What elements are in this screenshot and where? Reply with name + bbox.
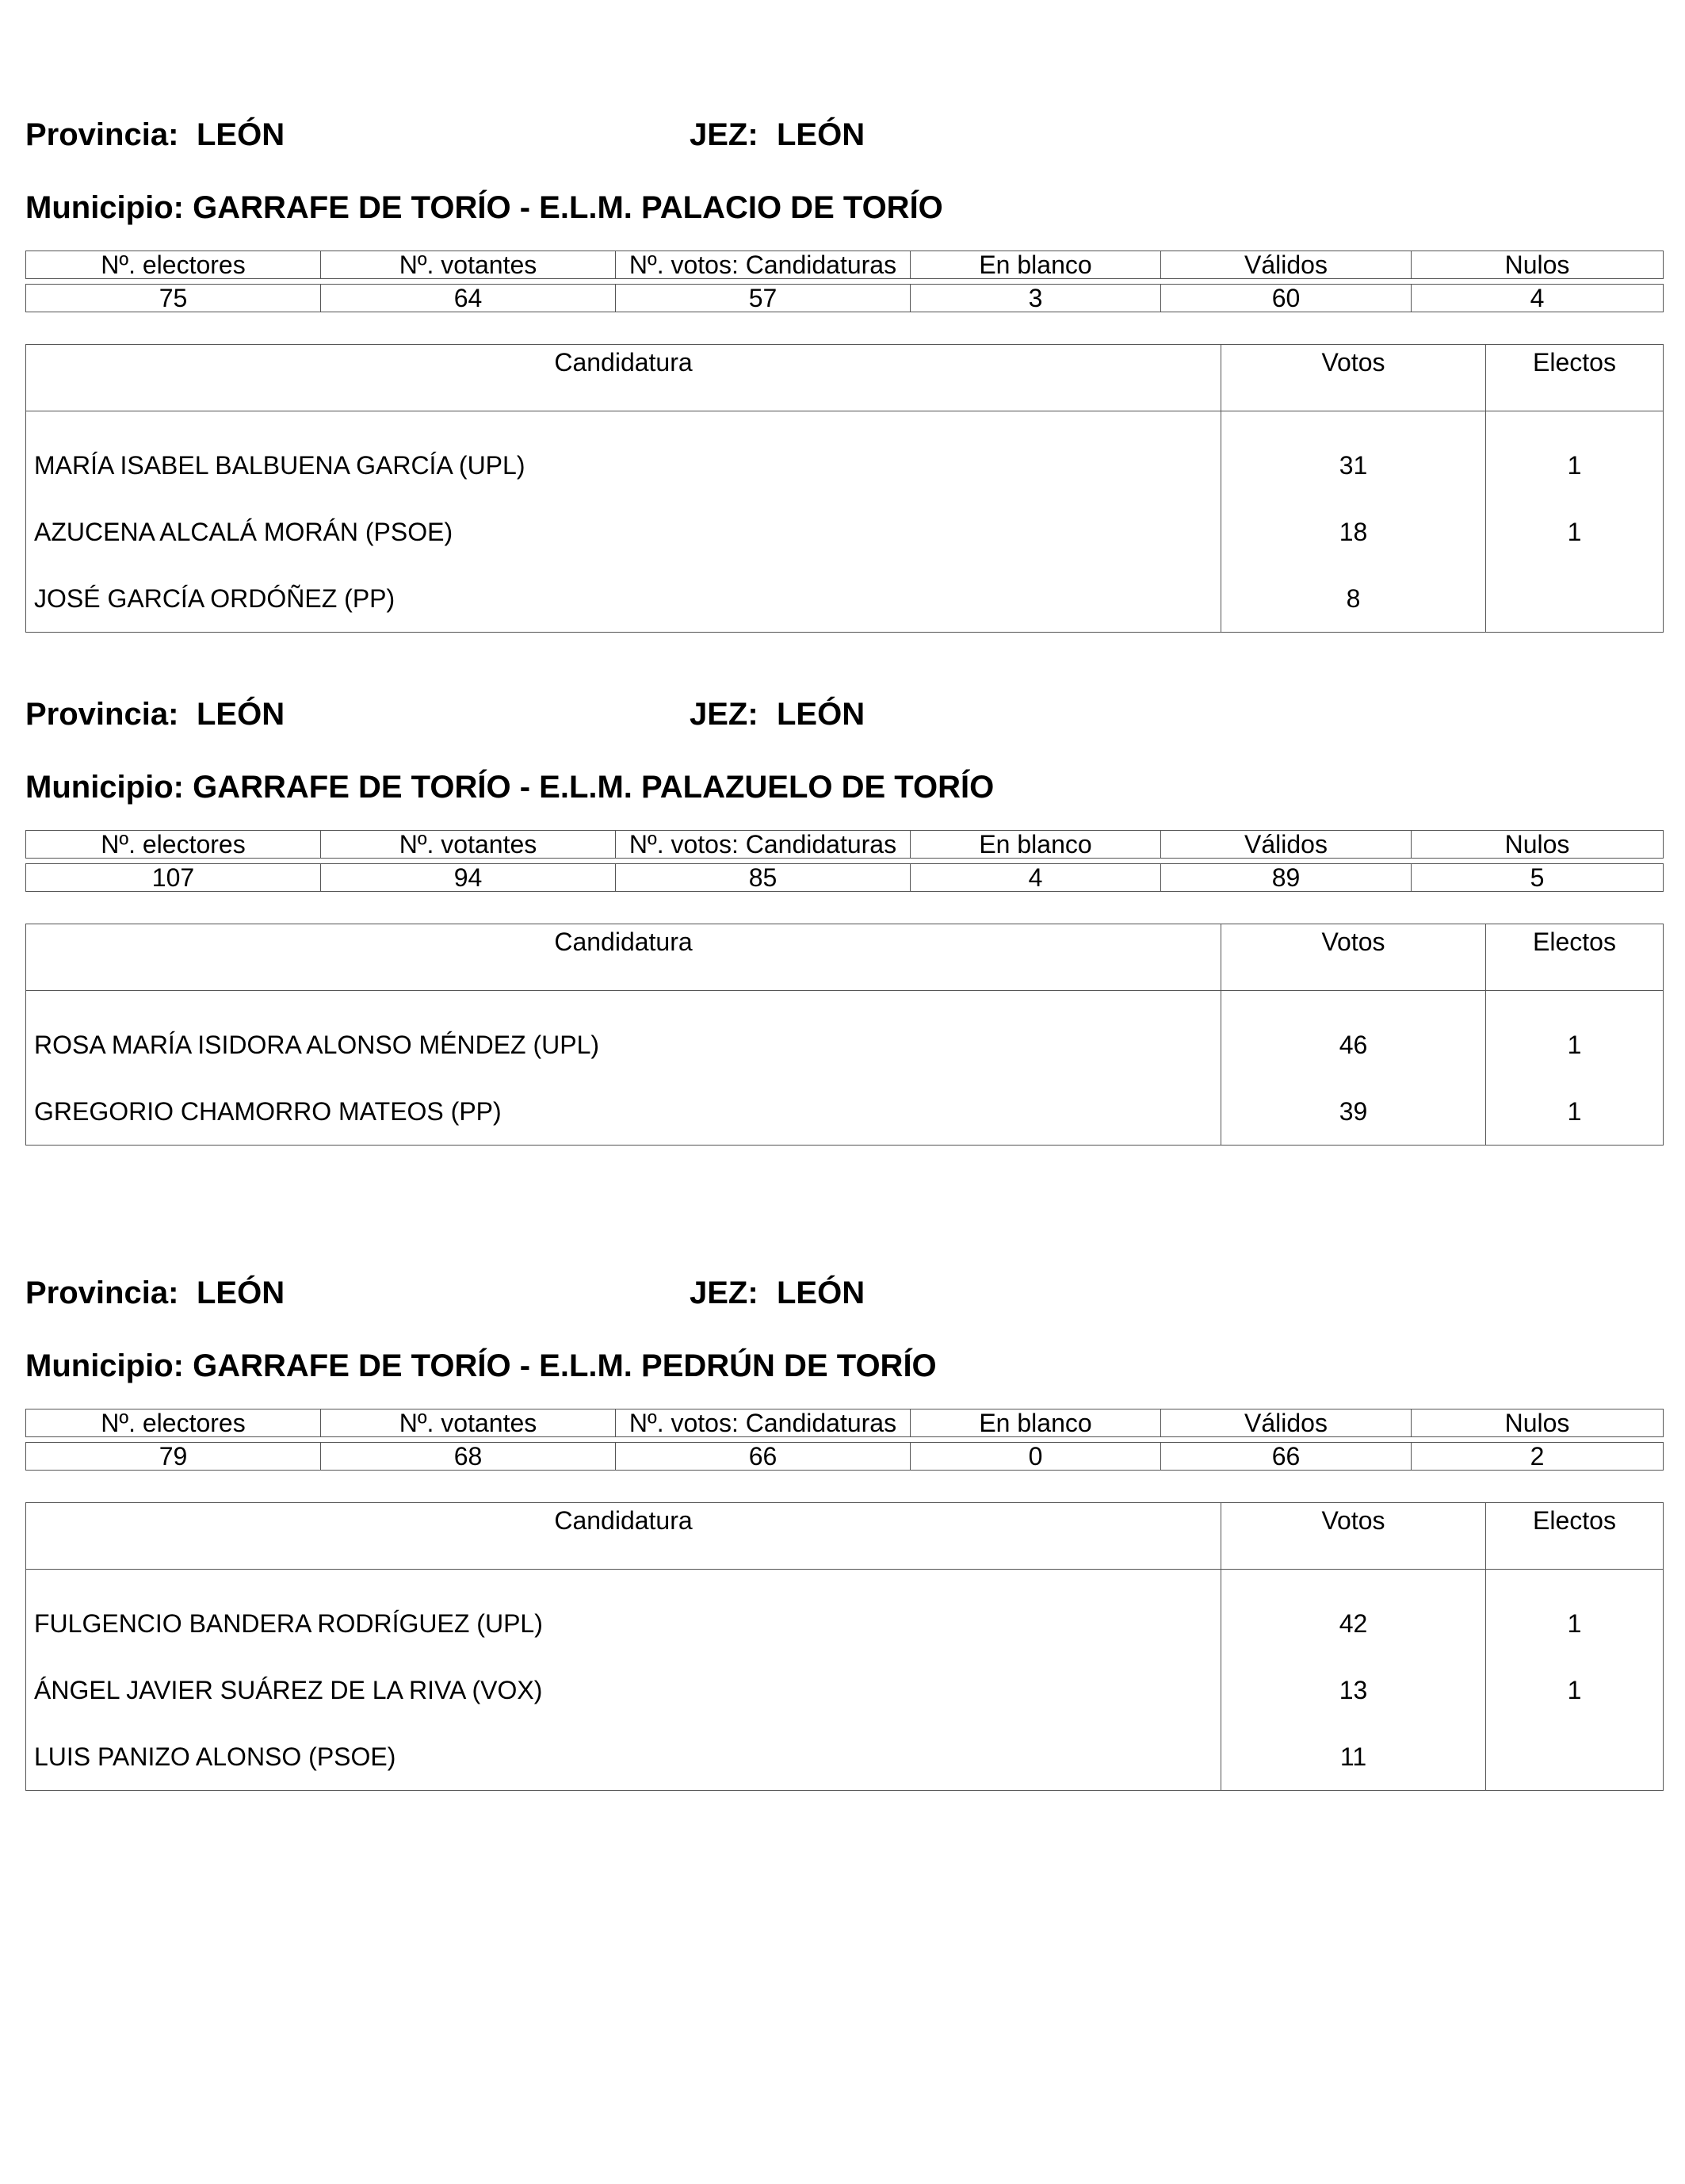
candidate-row [26,411,1664,499]
municipio-value: GARRAFE DE TORÍO - E.L.M. PALACIO DE TORÍO [193,190,943,225]
candidate-name: AZUCENA ALCALÁ MORÁN (PSOE) [26,499,1221,565]
header-votos: Votos [1221,1503,1486,1570]
stats-table [25,830,1664,892]
candidate-row [26,1078,1664,1146]
candidate-row [26,991,1664,1079]
header-electos: Electos [1486,1503,1664,1570]
provincia-line [25,114,1663,155]
candidates-header-row [26,924,1664,991]
municipio-label: Municipio: [25,1348,184,1383]
municipio-label: Municipio: [25,190,184,225]
provincia-value: LEÓN [197,697,285,732]
header-candidatura: Candidatura [26,924,1221,991]
candidate-row [26,1657,1664,1723]
jez-value: LEÓN [777,697,865,732]
candidate-electos: 1 [1486,1657,1664,1723]
stats-header-votantes: Nº. votantes [321,251,616,279]
candidates-table [25,344,1664,633]
stats-header-votos-candidaturas: Nº. votos: Candidaturas [616,831,911,859]
stats-value-votantes: 68 [321,1443,616,1471]
candidate-name: ÁNGEL JAVIER SUÁREZ DE LA RIVA (VOX) [26,1657,1221,1723]
header-electos: Electos [1486,924,1664,991]
municipio-value: GARRAFE DE TORÍO - E.L.M. PEDRÚN DE TORÍO [193,1348,937,1383]
header-votos: Votos [1221,924,1486,991]
stats-value-validos: 66 [1161,1443,1412,1471]
candidate-votos: 11 [1221,1723,1486,1791]
candidate-votos: 42 [1221,1570,1486,1658]
stats-value-votantes: 94 [321,864,616,892]
candidate-electos: 1 [1486,1570,1664,1658]
stats-header-row [26,831,1664,859]
stats-value-validos: 89 [1161,864,1412,892]
candidate-electos [1486,1723,1664,1791]
stats-value-votos-candidaturas: 57 [616,285,911,312]
stats-value-electores: 79 [26,1443,321,1471]
candidate-name: MARÍA ISABEL BALBUENA GARCÍA (UPL) [26,411,1221,499]
candidate-votos: 13 [1221,1657,1486,1723]
stats-value-nulos: 5 [1412,864,1664,892]
stats-value-en-blanco: 3 [911,285,1161,312]
candidate-row [26,499,1664,565]
candidate-votos: 31 [1221,411,1486,499]
stats-value-nulos: 2 [1412,1443,1664,1471]
stats-header-en-blanco: En blanco [911,251,1161,279]
stats-value-en-blanco: 4 [911,864,1161,892]
candidates-table [25,924,1664,1146]
provincia-label: Provincia: [25,1276,179,1310]
candidate-votos: 46 [1221,991,1486,1079]
stats-header-votantes: Nº. votantes [321,1409,616,1437]
municipio-line [25,767,1663,808]
candidate-electos: 1 [1486,499,1664,565]
header-candidatura: Candidatura [26,1503,1221,1570]
candidate-name: FULGENCIO BANDERA RODRÍGUEZ (UPL) [26,1570,1221,1658]
stats-table [25,1409,1664,1471]
stats-header-electores: Nº. electores [26,831,321,859]
candidate-row [26,565,1664,633]
stats-value-row [26,1443,1664,1471]
provincia-label: Provincia: [25,117,179,152]
provincia-line [25,1272,1663,1314]
stats-value-row [26,285,1664,312]
stats-header-votos-candidaturas: Nº. votos: Candidaturas [616,251,911,279]
stats-header-en-blanco: En blanco [911,1409,1161,1437]
stats-value-votantes: 64 [321,285,616,312]
municipio-value: GARRAFE DE TORÍO - E.L.M. PALAZUELO DE TORÍO [193,770,995,805]
stats-header-nulos: Nulos [1412,1409,1664,1437]
candidate-votos: 39 [1221,1078,1486,1146]
candidate-electos: 1 [1486,1078,1664,1146]
candidates-table [25,1502,1664,1791]
candidate-name: ROSA MARÍA ISIDORA ALONSO MÉNDEZ (UPL) [26,991,1221,1079]
header-votos: Votos [1221,345,1486,411]
stats-value-electores: 107 [26,864,321,892]
jez-label: JEZ: [690,117,758,152]
candidate-row [26,1723,1664,1791]
stats-value-votos-candidaturas: 85 [616,864,911,892]
header-candidatura: Candidatura [26,345,1221,411]
jez-label: JEZ: [690,1276,758,1310]
municipio-line [25,1345,1663,1387]
municipio-line [25,187,1663,228]
candidates-header-row [26,345,1664,411]
candidate-name: GREGORIO CHAMORRO MATEOS (PP) [26,1078,1221,1146]
candidate-votos: 18 [1221,499,1486,565]
provincia-label: Provincia: [25,697,179,732]
candidate-name: LUIS PANIZO ALONSO (PSOE) [26,1723,1221,1791]
stats-value-electores: 75 [26,285,321,312]
jez-value: LEÓN [777,117,865,152]
stats-value-row [26,864,1664,892]
candidate-votos: 8 [1221,565,1486,633]
stats-header-electores: Nº. electores [26,251,321,279]
candidate-electos: 1 [1486,991,1664,1079]
stats-table [25,251,1664,312]
jez-label: JEZ: [690,697,758,732]
municipio-label: Municipio: [25,770,184,805]
stats-header-validos: Válidos [1161,251,1412,279]
jez-value: LEÓN [777,1276,865,1310]
candidates-header-row [26,1503,1664,1570]
stats-value-validos: 60 [1161,285,1412,312]
stats-value-nulos: 4 [1412,285,1664,312]
candidate-electos: 1 [1486,411,1664,499]
stats-header-votos-candidaturas: Nº. votos: Candidaturas [616,1409,911,1437]
stats-value-votos-candidaturas: 66 [616,1443,911,1471]
stats-header-electores: Nº. electores [26,1409,321,1437]
provincia-value: LEÓN [197,1276,285,1310]
candidate-row [26,1570,1664,1658]
candidate-name: JOSÉ GARCÍA ORDÓÑEZ (PP) [26,565,1221,633]
stats-value-en-blanco: 0 [911,1443,1161,1471]
stats-header-en-blanco: En blanco [911,831,1161,859]
provincia-value: LEÓN [197,117,285,152]
stats-header-validos: Válidos [1161,1409,1412,1437]
stats-header-nulos: Nulos [1412,831,1664,859]
candidate-electos [1486,565,1664,633]
stats-header-nulos: Nulos [1412,251,1664,279]
stats-header-votantes: Nº. votantes [321,831,616,859]
stats-header-row [26,1409,1664,1437]
header-electos: Electos [1486,345,1664,411]
stats-header-validos: Válidos [1161,831,1412,859]
provincia-line [25,694,1663,735]
stats-header-row [26,251,1664,279]
